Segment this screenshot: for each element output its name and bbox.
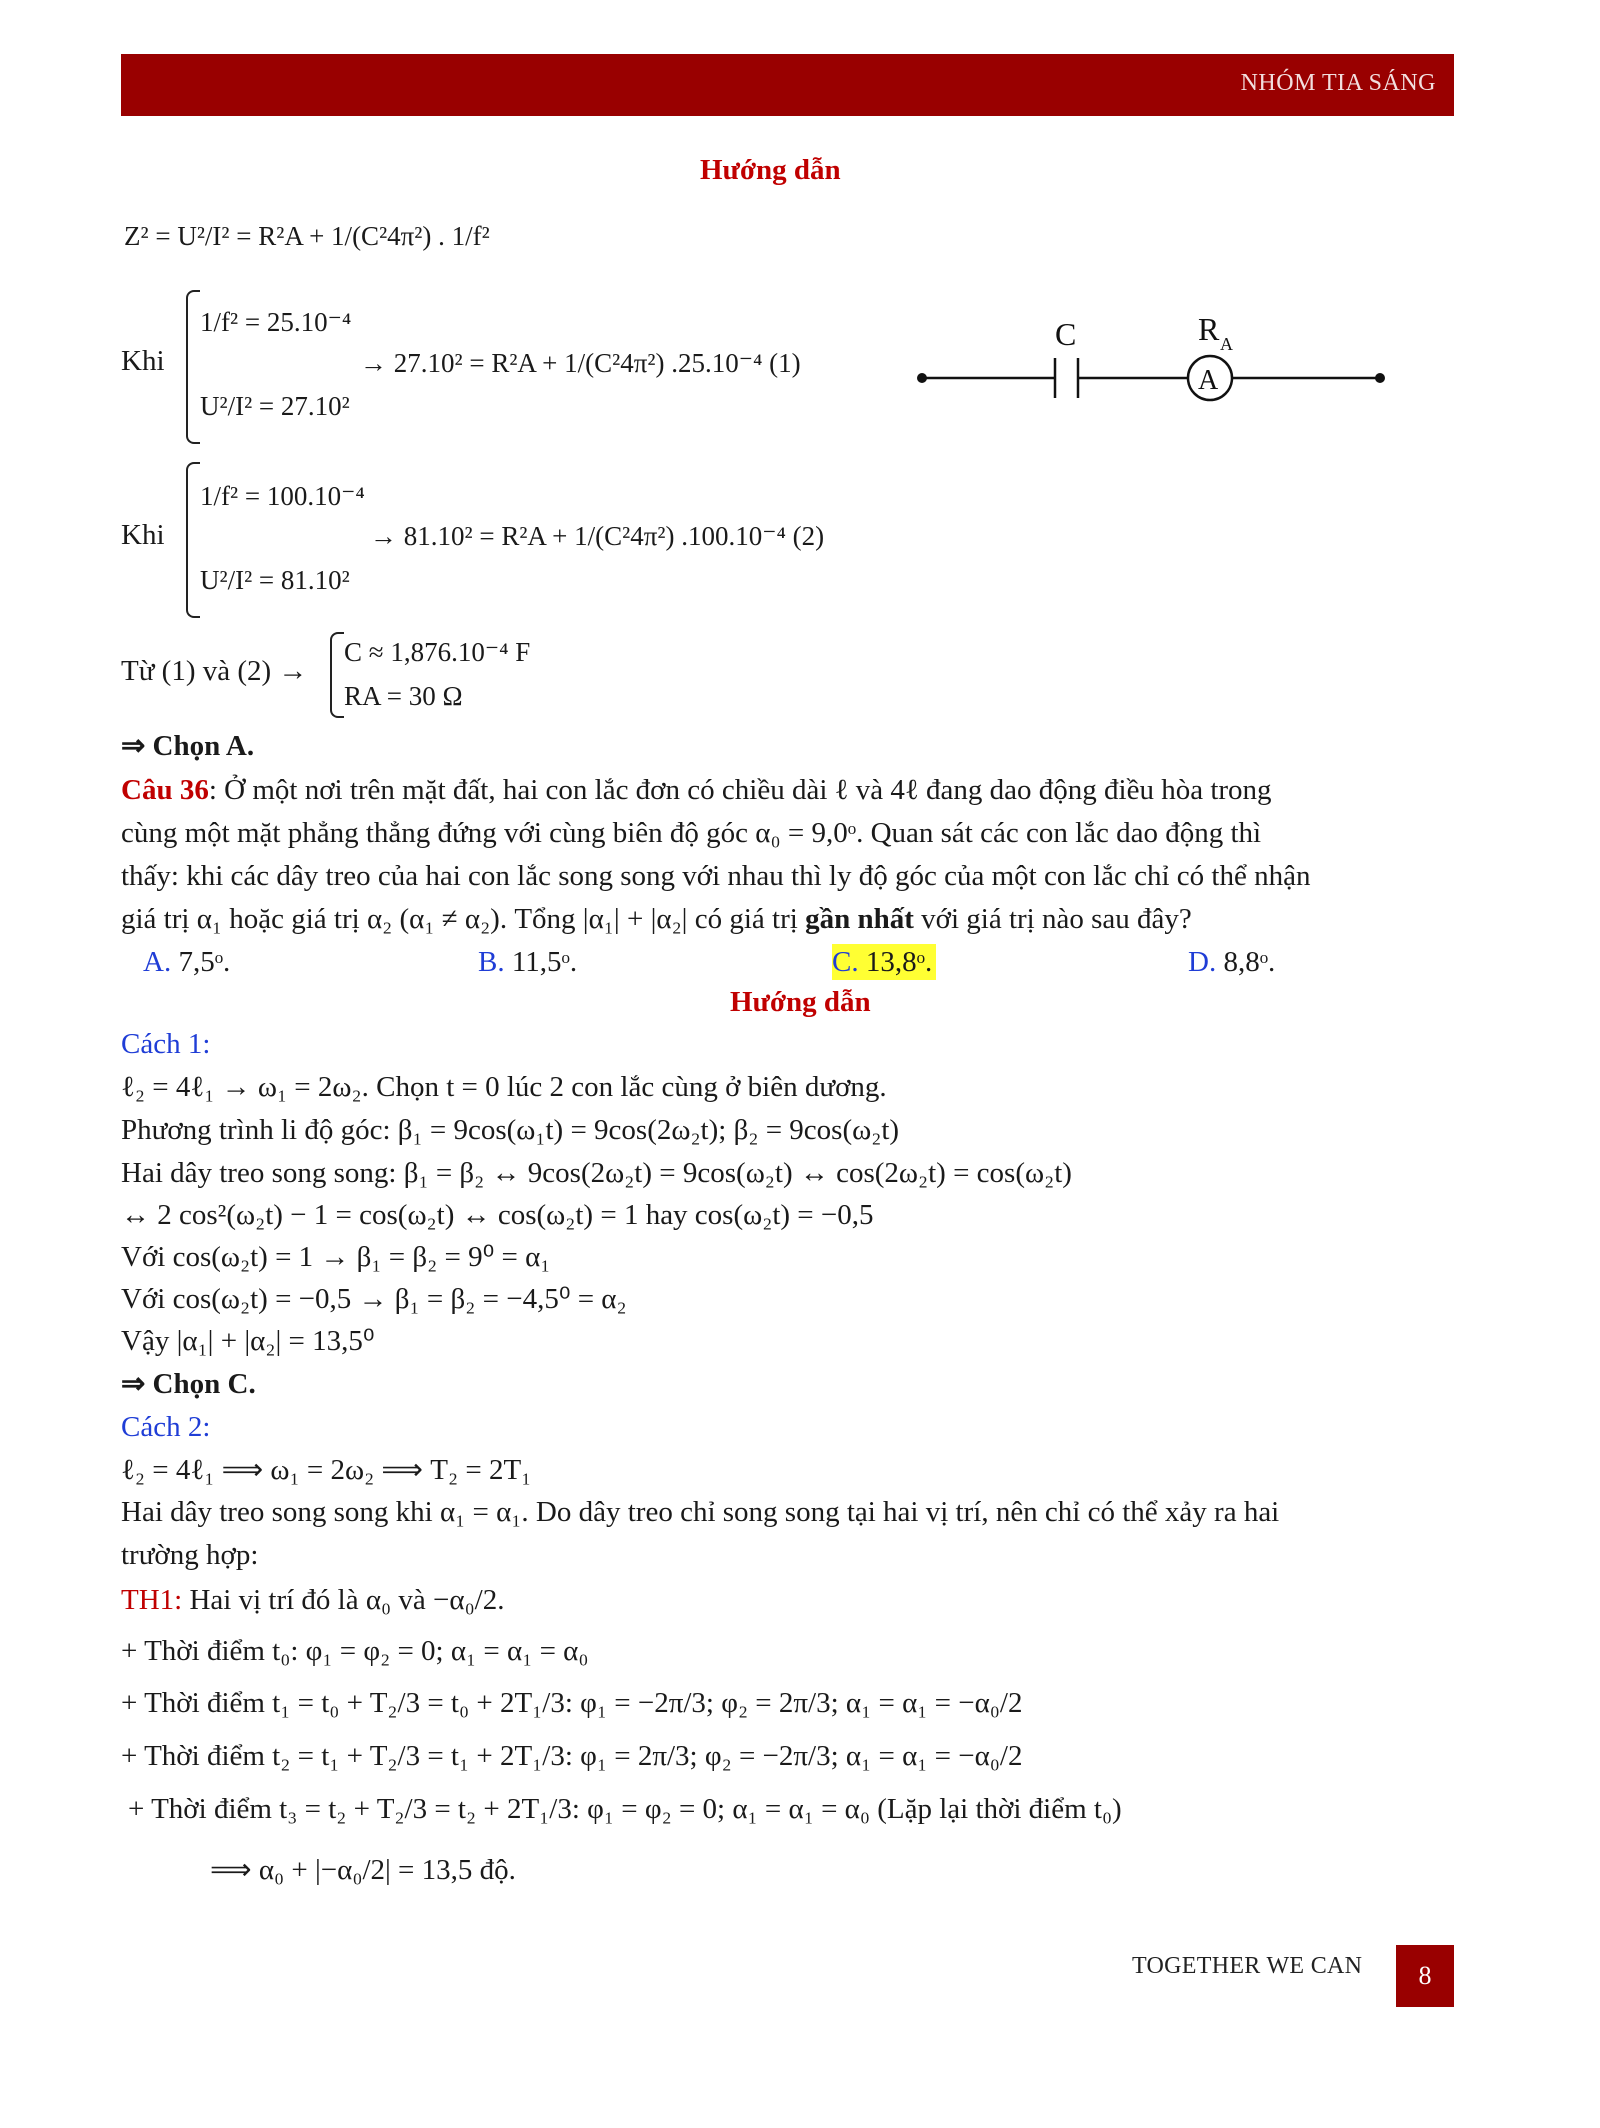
circuit-diagram xyxy=(910,300,1410,430)
option-b[interactable]: B. 11,5ᵒ. xyxy=(478,946,578,978)
result-c: C ≈ 1,876.10⁻⁴ F xyxy=(344,637,531,667)
case2-result: → 81.10² = R²A + 1/(C²4π²) .100.10⁻⁴ (2) xyxy=(370,521,825,551)
time-t2: + Thời điểm t₂ = t₁ + T₂/3 = t₁ + 2T₁/3: φ₁ = 2π/3; φ₂ = −2π/3; α₁ = α₁ = −α₀/2 xyxy=(121,1740,1023,1772)
header-title: NHÓM TIA SÁNG xyxy=(1240,70,1436,96)
method2-label: Cách 2: xyxy=(121,1411,211,1443)
result-ra: RA = 30 Ω xyxy=(344,681,463,711)
from-label: Từ (1) và (2) → xyxy=(121,655,308,687)
footer-slogan: TOGETHER WE CAN xyxy=(1132,1953,1363,1979)
brace-1 xyxy=(186,290,200,444)
emphasis-nearest: gần nhất xyxy=(805,903,914,935)
question-label: Câu 36 xyxy=(121,774,209,806)
khi-label-2: Khi xyxy=(121,519,165,551)
m1-line-7: Vậy |α₁| + |α₂| = 13,5⁰ xyxy=(121,1325,375,1357)
page-number: 8 xyxy=(1396,1945,1454,2007)
th1-label: TH1: xyxy=(121,1584,183,1616)
final-result: ⟹ α₀ + |−α₀/2| = 13,5 độ. xyxy=(210,1854,516,1886)
m1-line-1: ℓ₂ = 4ℓ₁ → ω₁ = 2ω₂. Chọn t = 0 lúc 2 con lắc cùng ở biên dương. xyxy=(121,1071,887,1103)
part2-heading: Hướng dẫn xyxy=(730,986,871,1018)
case1-line1: 1/f² = 25.10⁻⁴ xyxy=(200,307,352,337)
m2-line-3: trường hợp: xyxy=(121,1539,259,1571)
terminal-left xyxy=(917,373,927,383)
terminal-right xyxy=(1375,373,1385,383)
m1-line-6: Với cos(ω₂t) = −0,5 → β₁ = β₂ = −4,5⁰ = α₂ xyxy=(121,1283,627,1315)
ammeter-symbol: A xyxy=(1198,365,1219,396)
method1-label: Cách 1: xyxy=(121,1028,211,1060)
question-line-4: giá trị α₁ hoặc giá trị α₂ (α₁ ≠ α₂). Tổng |α₁| + |α₂| có giá trị gần nhất với giá trị nào sau đây? xyxy=(121,903,1192,935)
time-t1: + Thời điểm t₁ = t₀ + T₂/3 = t₀ + 2T₁/3: φ₁ = −2π/3; φ₂ = 2π/3; α₁ = α₁ = −α₀/2 xyxy=(121,1687,1023,1719)
brace-3 xyxy=(330,632,344,718)
case2-line2: U²/I² = 81.10² xyxy=(200,565,350,595)
time-t0: + Thời điểm t₀: φ₁ = φ₂ = 0; α₁ = α₁ = α₀ xyxy=(121,1635,589,1667)
ra-label-sub: A xyxy=(1220,334,1233,354)
choose-c: ⇒ Chọn C. xyxy=(121,1368,256,1400)
option-c-correct[interactable]: C. 13,8ᵒ. xyxy=(832,944,936,980)
m1-line-2: Phương trình li độ góc: β₁ = 9cos(ω₁t) = 9cos(2ω₂t); β₂ = 9cos(ω₂t) xyxy=(121,1114,900,1146)
question-line-1: Câu 36: Ở một nơi trên mặt đất, hai con lắc đơn có chiều dài ℓ và 4ℓ đang dao động điều hòa trong xyxy=(121,774,1272,806)
question-line-3: thấy: khi các dây treo của hai con lắc song song với nhau thì ly độ góc của một con lắc chỉ có thể nhận xyxy=(121,860,1311,892)
case1-result: → 27.10² = R²A + 1/(C²4π²) .25.10⁻⁴ (1) xyxy=(360,348,801,378)
m2-line-2: Hai dây treo song song khi α₁ = α₁. Do dây treo chỉ song song tại hai vị trí, nên chỉ có thể xảy ra hai xyxy=(121,1496,1280,1528)
header-bar xyxy=(121,54,1454,116)
option-d[interactable]: D. 8,8ᵒ. xyxy=(1188,946,1276,978)
option-a[interactable]: A. 7,5ᵒ. xyxy=(143,946,231,978)
case1-line2: U²/I² = 27.10² xyxy=(200,391,350,421)
th1-line: TH1: Hai vị trí đó là α₀ và −α₀/2. xyxy=(121,1584,505,1616)
brace-2 xyxy=(186,462,200,618)
m1-line-3: Hai dây treo song song: β₁ = β₂ ↔ 9cos(2ω₂t) = 9cos(ω₂t) ↔ cos(2ω₂t) = cos(ω₂t) xyxy=(121,1157,1072,1189)
time-t3: + Thời điểm t₃ = t₂ + T₂/3 = t₂ + 2T₁/3: φ₁ = φ₂ = 0; α₁ = α₁ = α₀ (Lặp lại thời điểm t₀) xyxy=(128,1793,1122,1825)
m2-line-1: ℓ₂ = 4ℓ₁ ⟹ ω₁ = 2ω₂ ⟹ T₂ = 2T₁ xyxy=(121,1454,532,1486)
question-line-2: cùng một mặt phẳng thẳng đứng với cùng biên độ góc α₀ = 9,0ᵒ. Quan sát các con lắc dao động thì xyxy=(121,817,1262,849)
z-formula: Z² = U²/I² = R²A + 1/(C²4π²) . 1/f² xyxy=(124,221,490,251)
ra-label: R xyxy=(1198,311,1220,347)
choose-a: ⇒ Chọn A. xyxy=(121,730,255,762)
capacitor-label: C xyxy=(1055,316,1077,352)
case2-line1: 1/f² = 100.10⁻⁴ xyxy=(200,481,365,511)
m1-line-5: Với cos(ω₂t) = 1 → β₁ = β₂ = 9⁰ = α₁ xyxy=(121,1241,551,1273)
m1-line-4: ↔ 2 cos²(ω₂t) − 1 = cos(ω₂t) ↔ cos(ω₂t) = 1 hay cos(ω₂t) = −0,5 xyxy=(121,1199,874,1231)
part1-heading: Hướng dẫn xyxy=(700,154,841,186)
khi-label-1: Khi xyxy=(121,345,165,377)
